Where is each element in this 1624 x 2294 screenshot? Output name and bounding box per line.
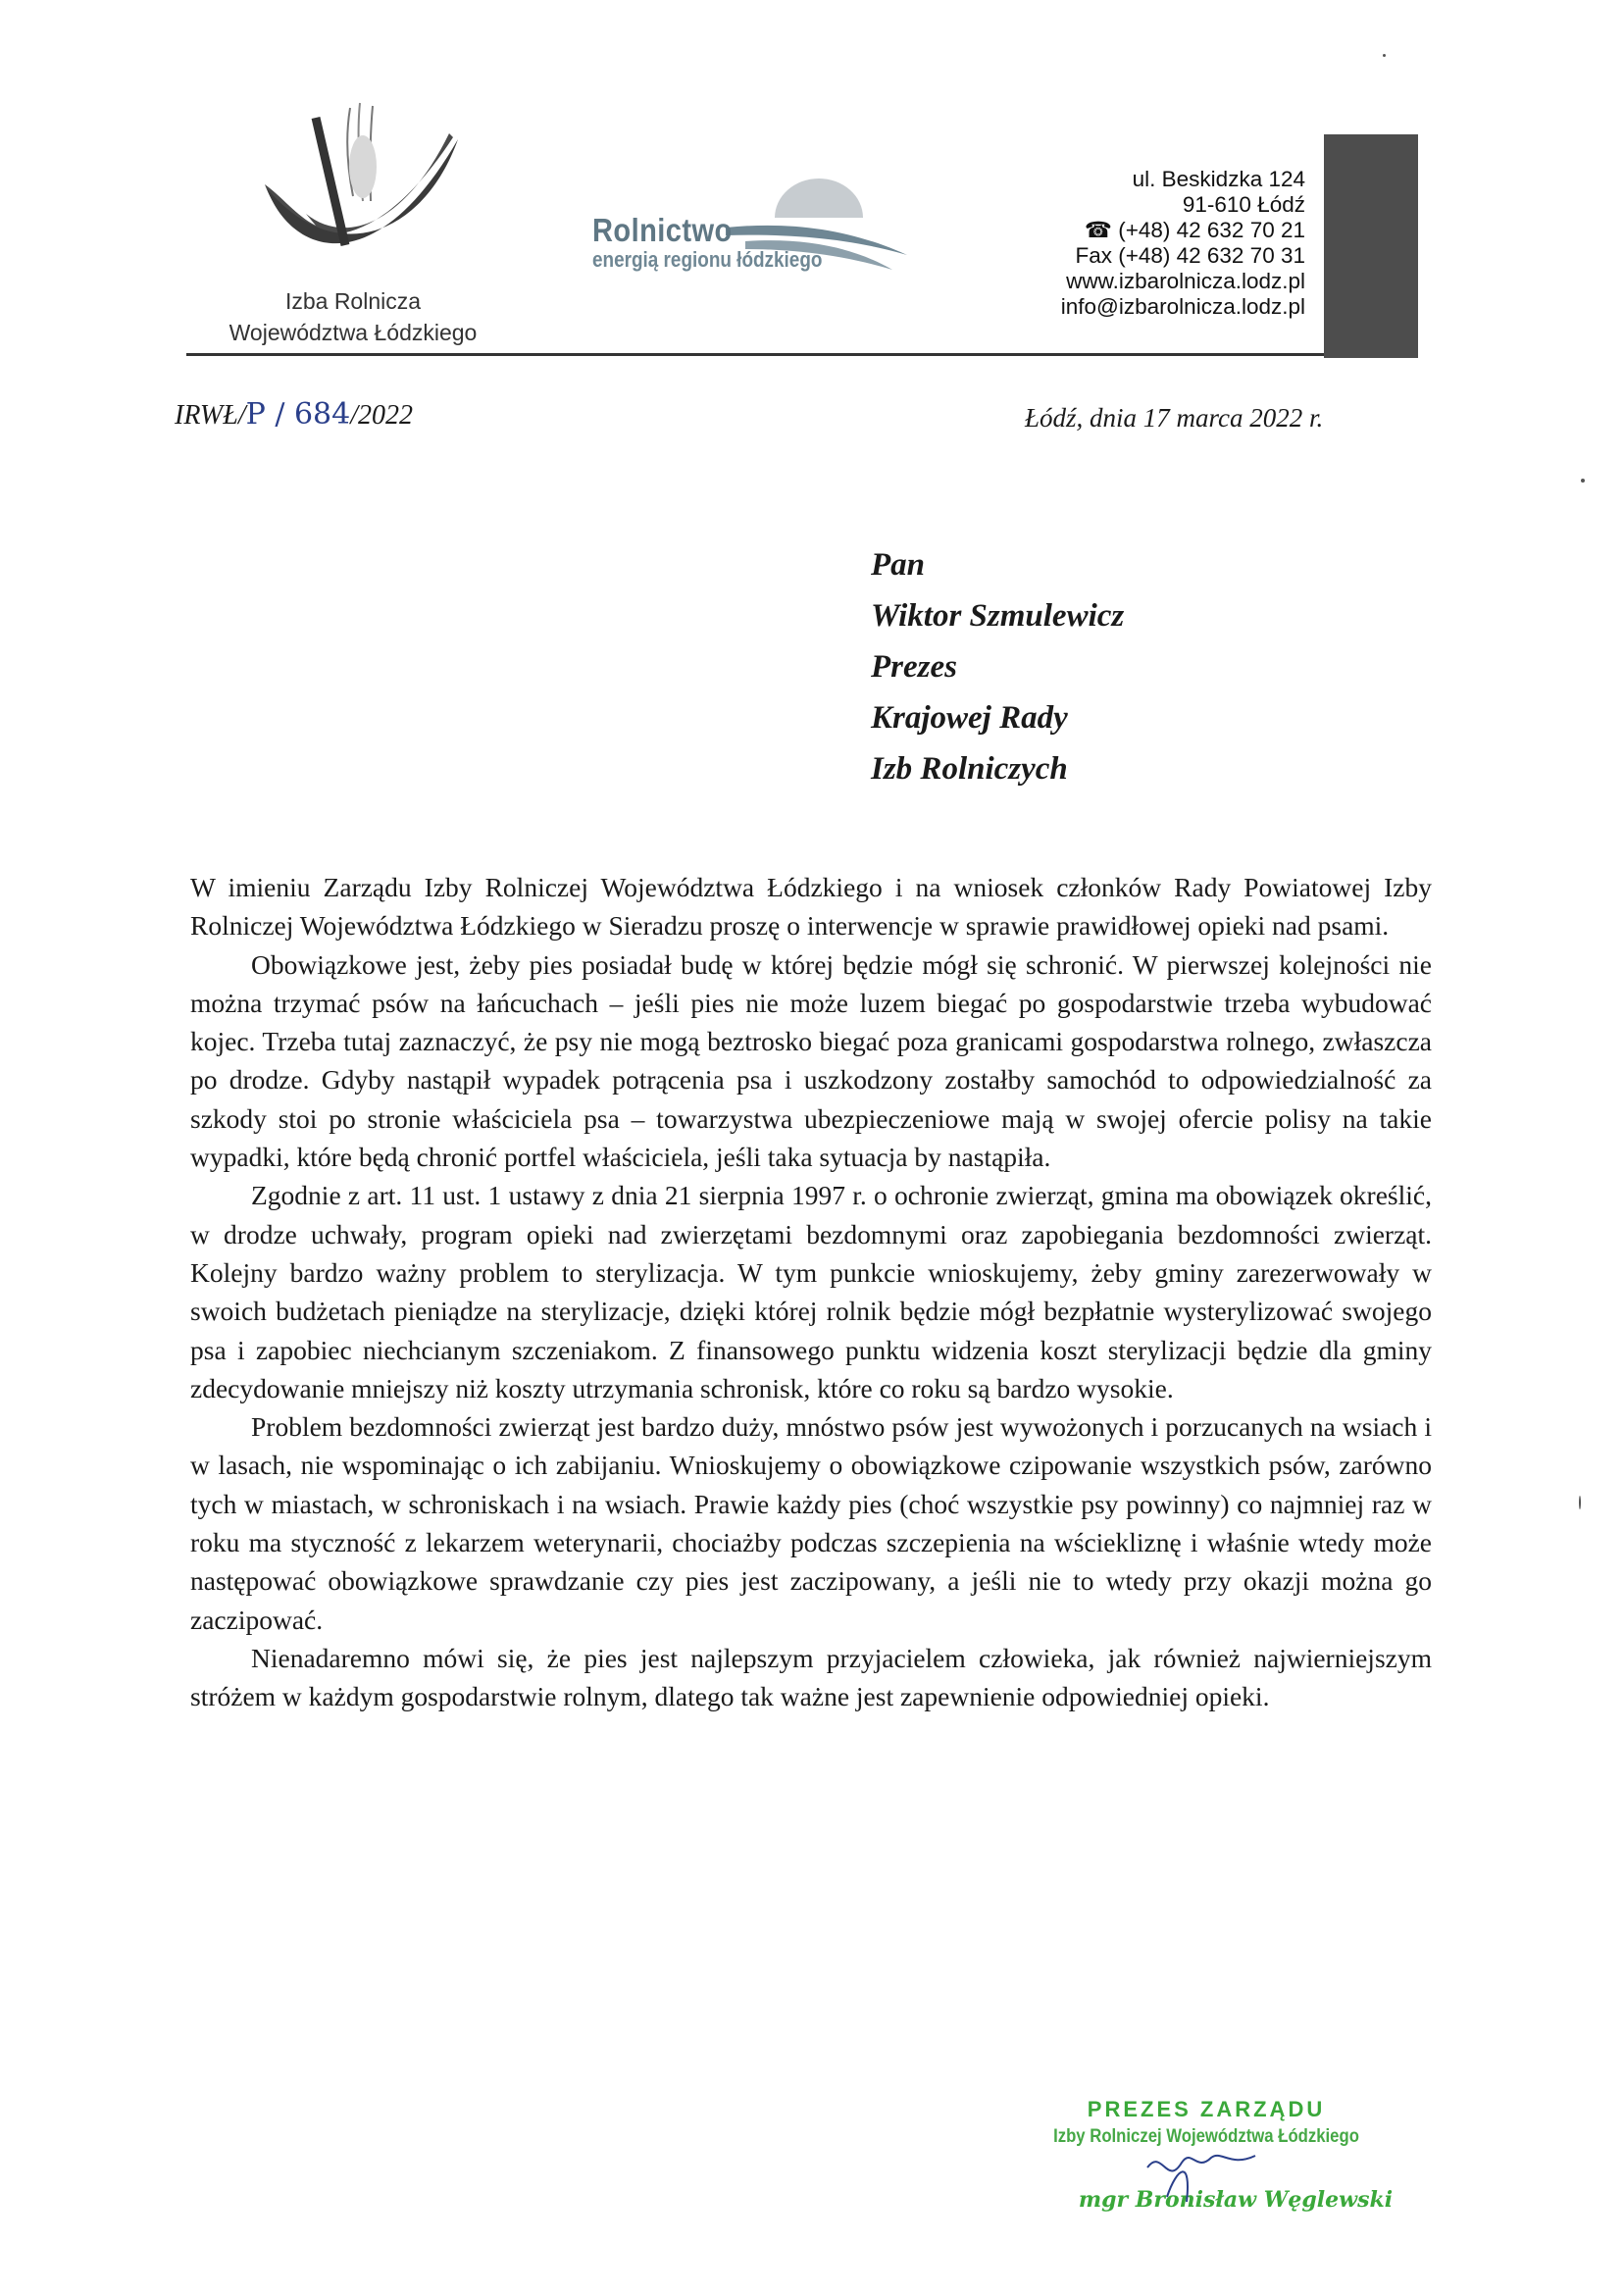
- contact-phone: ☎ (+48) 42 632 70 21: [1084, 218, 1305, 242]
- handwritten-signature: [1138, 2128, 1265, 2217]
- addressee-line: Pan: [871, 547, 926, 583]
- scan-speck: [1383, 54, 1386, 57]
- body-paragraph: W imieniu Zarządu Izby Rolniczej Województwa Łódzkiego i na wniosek członków Rady Powiatowej Izby Rolniczej Województwa Łódzkiego w Sieradzu proszę o interwencje w sprawie prawidłowej opieki nad psami.: [190, 872, 1432, 942]
- body-paragraph: Obowiązkowe jest, żeby pies posiadał budę w której będzie mógł się schronić. W pierwszej kolejności nie można trzymać psów na łańcuchach – jeśli pies nie może luzem biegać po gospodarstwie trzeba wybudować kojec. Trzeba tutaj zaznaczyć, że psy nie mogą beztrosko biegać poza granicami gospodarstwa rolnego, zwłaszcza po drodze. Gdyby nastąpił wypadek potrącenia psa i uszkodzony zostałby samochód to odpowiedzialność za szkody stoi po stronie właściciela psa – towarzystwa ubezpieczeniowe mają w swojej ofercie polisy na takie wypadki, które będą chronić portfel właściciela, jeśli taka sytuacja by nastąpiła.: [190, 948, 1432, 1173]
- stamp-organization: Izby Rolniczej Województwa Łódzkiego: [1053, 2126, 1359, 2147]
- addressee-block: [871, 539, 1124, 794]
- header-divider: [186, 353, 1324, 356]
- addressee-line: Krajowej Rady: [871, 700, 1068, 736]
- body-paragraph: Nienadaremno mówi się, że pies jest najlepszym przyjacielem człowieka, jak również najwierniejszym stróżem w każdym gospodarstwie rolnym, dlatego tak ważne jest zapewnienie odpowiedniej opieki.: [190, 1642, 1432, 1712]
- contact-street: ul. Beskidzka 124: [1132, 167, 1305, 191]
- header-accent-bar: [1324, 134, 1418, 358]
- handwritten-number: P / 684: [245, 397, 351, 432]
- contact-www[interactable]: www.izbarolnicza.lodz.pl: [1066, 269, 1305, 293]
- organization-name: Izba Rolnicza Województwa Łódzkiego: [228, 288, 478, 345]
- wheat-sickle-icon: [257, 98, 463, 284]
- scan-speck: [1579, 1496, 1581, 1509]
- addressee-line: Wiktor Szmulewicz: [871, 598, 1125, 634]
- body-paragraph: Zgodnie z art. 11 ust. 1 ustawy z dnia 21 sierpnia 1997 r. o ochronie zwierząt, gmina ma obowiązek określić, w drodze uchwały, program opieki nad zwierzętami bezdomnymi oraz zapobiegania bezdomności zwierząt. Kolejny bardzo ważny problem to sterylizacja. W tym punkcie wnioskujemy, żeby gminy zarezerwowały w swoich budżetach pieniądze na sterylizacje, dzięki której rolnik będzie mógł bezpłatnie wysterylizować swojego psa i zapobiec niechcianym szczeniakom. Z finansowego punktu widzenia koszt sterylizacji będzie dla gminy zdecydowanie mniejszy niż koszty utrzymania schronisk, które co roku są bardzo wysokie.: [190, 1180, 1432, 1403]
- contact-block: [1061, 167, 1305, 320]
- stamp-name: mgr Bronisław Węglewski: [1078, 2187, 1394, 2213]
- brand-subtitle: energią regionu łódzkiego: [592, 247, 823, 272]
- contact-city: 91-610 Łódź: [1182, 192, 1305, 217]
- addressee-line: Prezes: [871, 649, 957, 685]
- scan-speck: [1581, 479, 1585, 483]
- body-paragraph: Problem bezdomności zwierząt jest bardzo duży, mnóstwo psów jest wywożonych i porzucanych na wsiach i w lasach, nie wspominając o ich zabijaniu. Wnioskujemy o obowiązkowe czipowanie wszystkich psów, zarówno tych w miastach, w schroniskach i na wsiach. Prawie każdy pies (choć wszystkie psy powinny) co najmniej raz w roku ma styczność z lekarzem weterynarii, chociażby podczas szczepienia na wściekliznę i właśnie wtedy może następować obowiązkowe sprawdzanie czy pies jest zaczipowany, a jeśli nie to wtedy przy okazji można go zaczipować.: [190, 1411, 1432, 1635]
- brand-title: Rolnictwo: [592, 212, 733, 248]
- addressee-line: Izb Rolniczych: [871, 751, 1068, 787]
- letter-body: [190, 868, 1432, 1716]
- brand-logo: [592, 212, 860, 273]
- phone-icon: ☎: [1084, 218, 1112, 242]
- contact-fax: Fax (+48) 42 632 70 31: [1075, 243, 1305, 268]
- reference-number: IRWŁ/P / 684/2022: [175, 397, 414, 432]
- contact-email[interactable]: info@izbarolnicza.lodz.pl: [1060, 294, 1305, 319]
- stamp-title: PREZES ZARZĄDU: [1087, 2097, 1326, 2121]
- place-date: Łódź, dnia 17 marca 2022 r.: [1025, 403, 1324, 433]
